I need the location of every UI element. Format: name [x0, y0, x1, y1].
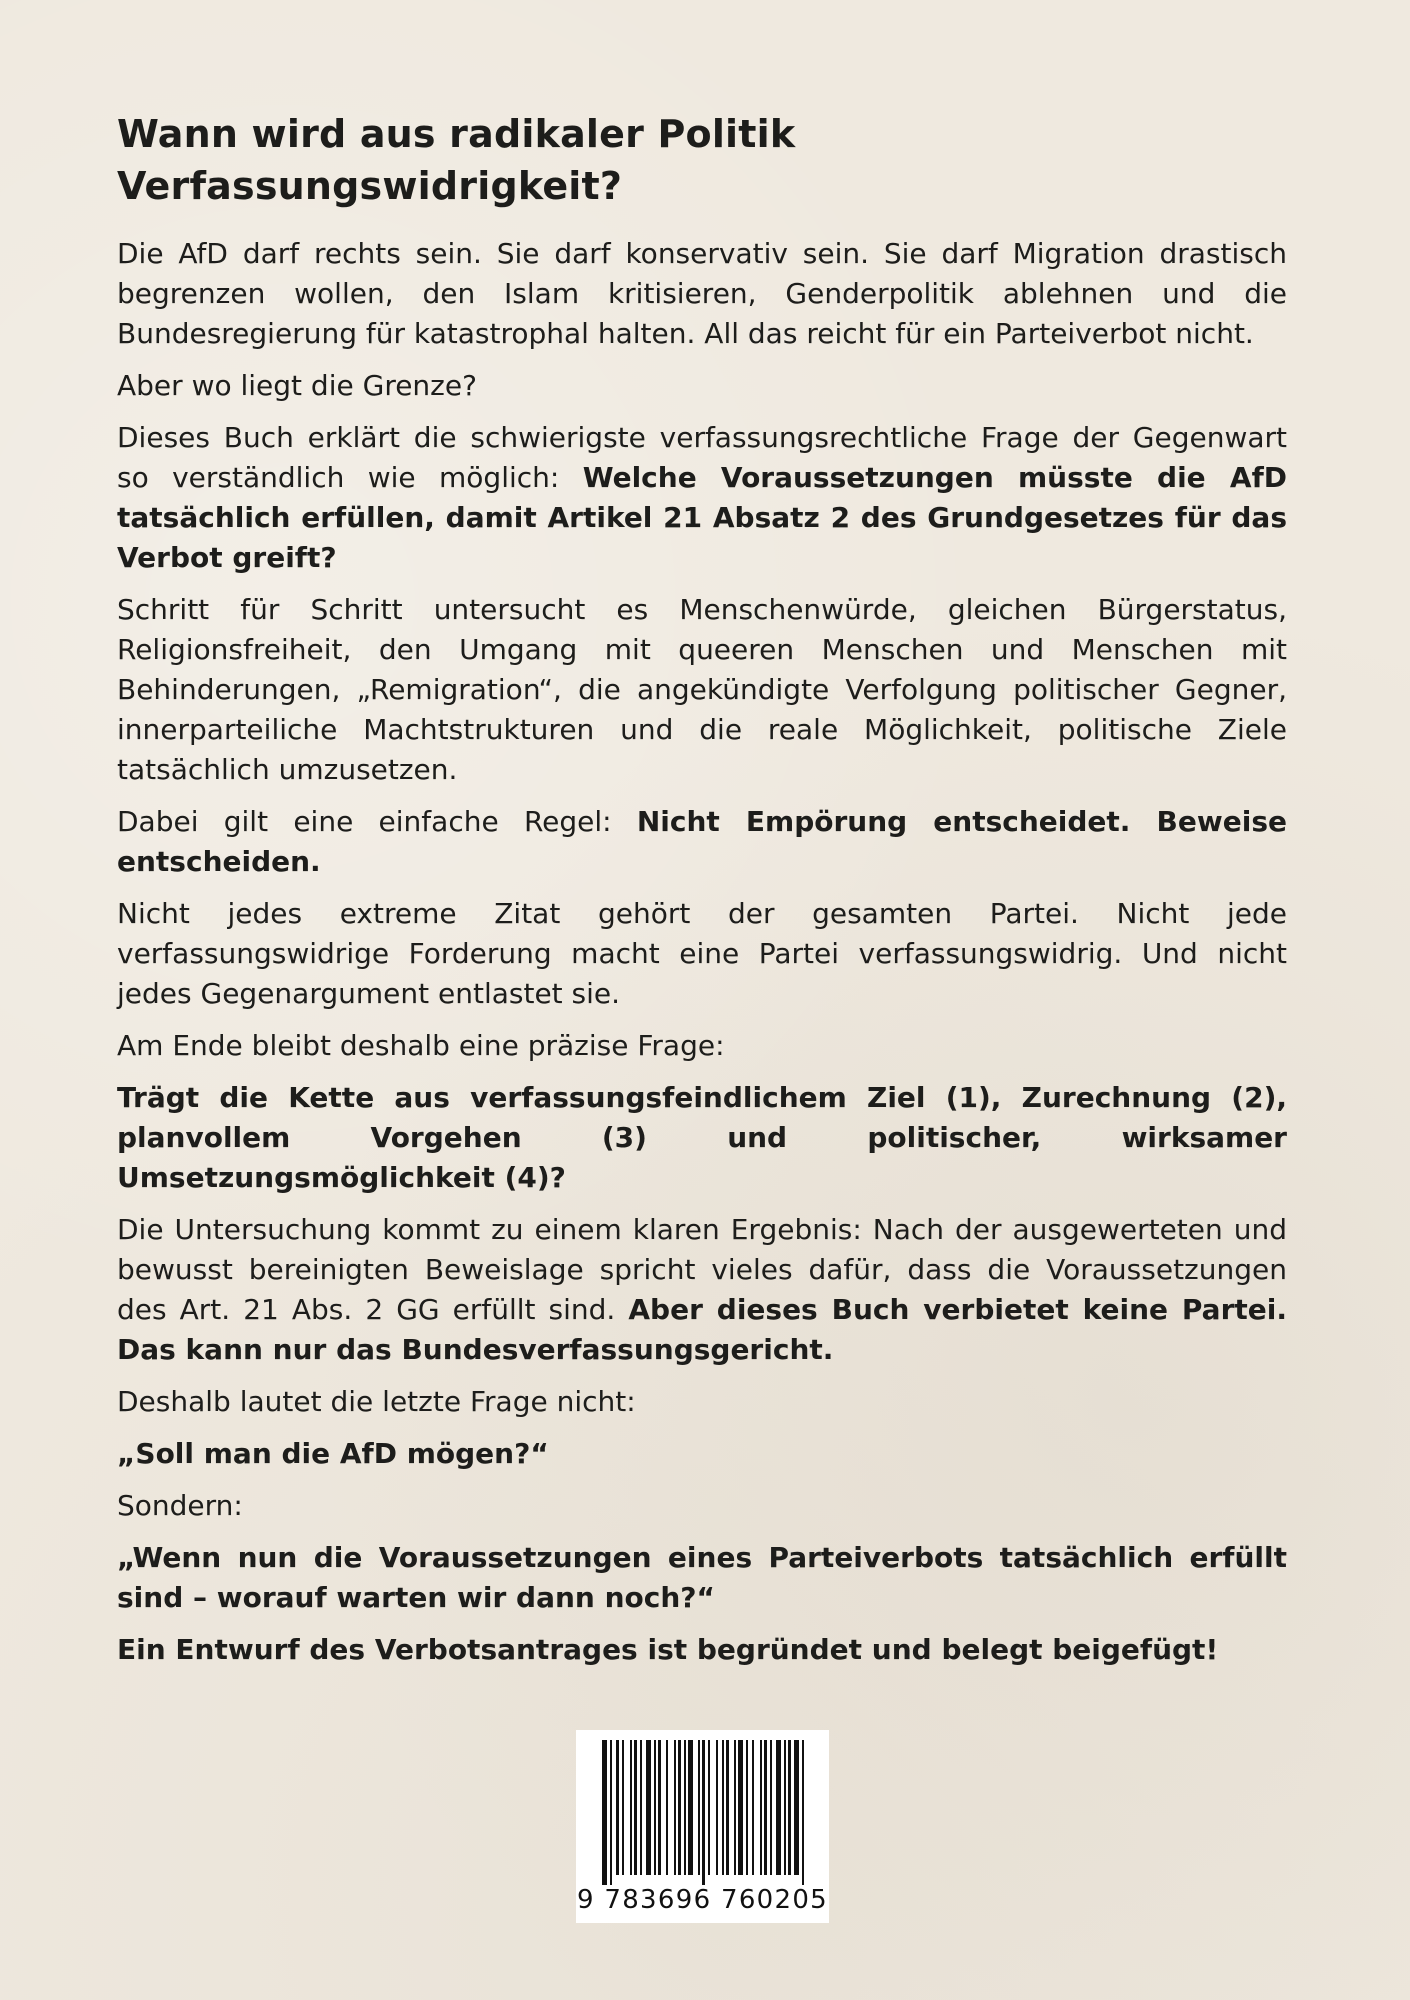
instead-label: Sondern: [117, 1489, 243, 1522]
barcode-bar [722, 1740, 724, 1875]
result-text: Die Untersuchung kommt zu einem klaren Ergebnis: Nach der ausgewerteten und bewusst bereinigten Beweislage spricht vieles dafür, dass die Voraussetzungen des Art. 21 Abs. 2 GG erfüllt sind. [117, 1213, 1287, 1326]
barcode-bar [674, 1740, 676, 1875]
barcode-bar [630, 1740, 632, 1875]
barcode-bar [602, 1740, 607, 1885]
barcode-bar [794, 1740, 799, 1875]
barcode-bar [640, 1740, 642, 1875]
caveat-paragraph: Nicht jedes extreme Zitat gehört der gesamten Partei. Nicht jede verfassungswidrige Forderung macht eine Partei verfassungswidrig. Und nicht jedes Gegenargument entlastet sie. [117, 897, 1287, 1010]
isbn-barcode [576, 1730, 829, 1923]
barcode-bar [784, 1740, 786, 1875]
barcode-bar [688, 1740, 693, 1875]
topics-paragraph: Schritt für Schritt untersucht es Menschenwürde, gleichen Bürgerstatus, Religionsfreiheit, den Umgang mit queeren Menschen und Menschen mit Behinderungen, „Remigration“, die angekündigte Verfolgung politischer Gegner, innerparteiliche Machtstrukturen und die reale Möglichkeit, politische Ziele tatsächlich umzusetzen. [117, 593, 1287, 786]
book-purpose-text: Dieses Buch erklärt die schwierigste verfassungsrechtliche Frage der Gegenwart so verständlich wie möglich: [117, 421, 1287, 494]
rhetorical-question: „Soll man die AfD mögen?“ [117, 1437, 549, 1470]
barcode-bar [678, 1740, 681, 1875]
book-purpose-emphasis: Welche Voraussetzungen müsste die AfD tatsächlich erfüllen, damit Artikel 21 Absatz 2 des Grundgesetzes für das Verbot greift? [117, 461, 1287, 574]
intro-paragraph: Die AfD darf rechts sein. Sie darf konservativ sein. Sie darf Migration drastisch begrenzen wollen, den Islam kritisieren, Genderpolitik ablehnen und die Bundesregierung für katastrophal halten. All das reicht für ein Parteiverbot nicht. [117, 237, 1287, 350]
barcode-bar [646, 1740, 651, 1875]
barcode-bar [634, 1740, 637, 1875]
barcode-bar [716, 1740, 718, 1875]
barcode-bar [788, 1740, 791, 1875]
chain-question-paragraph: Trägt die Kette aus verfassungsfeindlichem Ziel (1), Zurechnung (2), planvollem Vorgehen (3) und politischer, wirksamer Umsetzungsmöglichkeit (4)? [117, 1081, 1287, 1194]
isbn-number: 9 783696 760205 [576, 1885, 829, 1915]
barcode-bar [770, 1740, 772, 1875]
result-paragraph [117, 1210, 1287, 1370]
barcode-bar [760, 1740, 762, 1875]
barcode-bar [698, 1740, 700, 1875]
rule-text: Dabei gilt eine einfache Regel: [117, 805, 637, 838]
barcode-bar [764, 1740, 767, 1875]
barcode-bar [734, 1740, 736, 1875]
rule-emphasis: Nicht Empörung entscheidet. Beweise entscheiden. [117, 805, 1287, 878]
barcode-bar [684, 1740, 686, 1875]
barcode-bar [616, 1740, 619, 1875]
cover-text-block [117, 108, 1287, 1682]
result-emphasis: Aber dieses Buch verbietet keine Partei. Das kann nur das Bundesverfassungsgericht. [117, 1293, 1287, 1366]
barcode-bar [776, 1740, 781, 1875]
barcode-bar [752, 1740, 754, 1875]
barcode-bar [708, 1740, 710, 1875]
barcode-bar [702, 1740, 705, 1885]
barcode-bar [738, 1740, 743, 1875]
barcode-bar [610, 1740, 612, 1885]
barcode-bar [654, 1740, 656, 1875]
final-question: „Wenn nun die Voraussetzungen eines Parteiverbots tatsächlich erfüllt sind – worauf warten wir dann noch?“ [117, 1541, 1287, 1614]
cover-headline: Wann wird aus radikaler Politik Verfassungswidrigkeit? [117, 112, 796, 208]
barcode-bars-graphic [576, 1730, 829, 1890]
attachment-note: Ein Entwurf des Verbotsantrages ist begründet und belegt beigefügt! [117, 1633, 1219, 1666]
last-question-intro: Deshalb lautet die letzte Frage nicht: [117, 1385, 636, 1418]
barcode-bar [726, 1740, 729, 1875]
precise-question-intro: Am Ende bleibt deshalb eine präzise Frage: [117, 1029, 725, 1062]
barcode-bar [622, 1740, 624, 1875]
barcode-bar [658, 1740, 661, 1875]
book-purpose-paragraph [117, 418, 1287, 578]
barcode-bar [802, 1740, 804, 1885]
rule-paragraph [117, 802, 1287, 882]
barcode-bar [746, 1740, 748, 1875]
barcode-bar [666, 1740, 668, 1875]
question-paragraph: Aber wo liegt die Grenze? [117, 369, 477, 402]
